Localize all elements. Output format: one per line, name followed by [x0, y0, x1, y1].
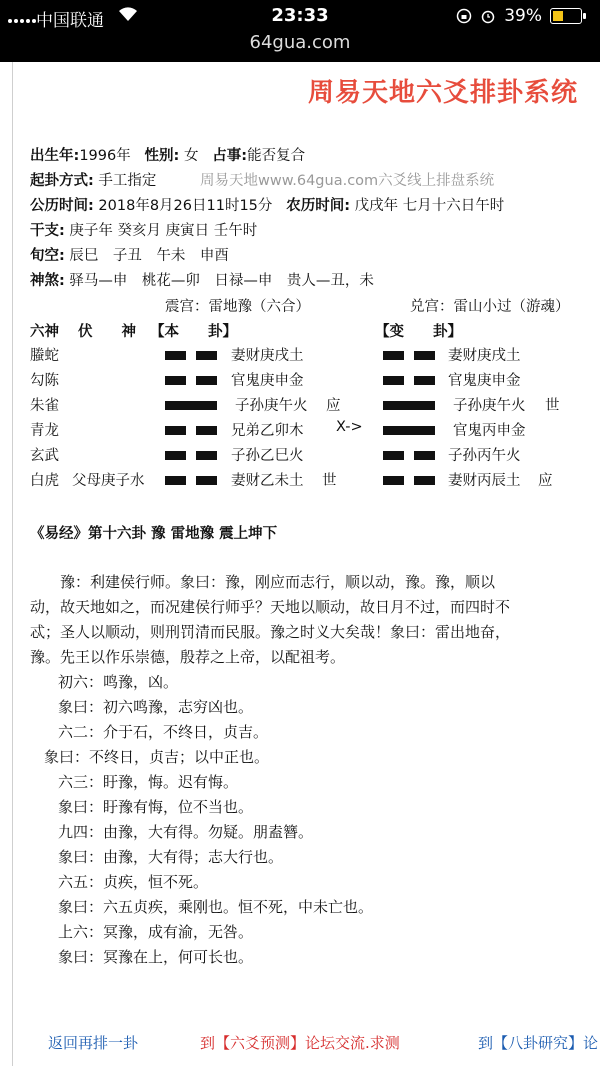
- yang-line-mark: [383, 426, 435, 435]
- six-god-label: 螣蛇: [30, 348, 59, 364]
- main-line-text: 官鬼庚申金: [231, 373, 304, 389]
- watermark: 周易天地www.64gua.com六爻线上排盘系统: [200, 173, 495, 189]
- changed-line-text: 官鬼庚申金: [448, 373, 521, 389]
- main-line-text: 子孙庚午火: [235, 398, 308, 414]
- yin-line-mark: [165, 351, 217, 360]
- method-row: 起卦方式: 手工指定 周易天地www.64gua.com六爻线上排盘系统: [30, 169, 156, 190]
- main-line-text: 兄弟乙卯木: [231, 423, 304, 439]
- changed-line-text: 子孙庚午火: [453, 398, 526, 414]
- yin-line-mark: [383, 351, 435, 360]
- yin-line-mark: [383, 476, 435, 485]
- carrier-name: 中国联通: [36, 11, 104, 31]
- shensha-row: 神煞: 驿马—申 桃花—卯 日禄—申 贵人—丑，未: [30, 273, 374, 289]
- xunkong-row: 旬空: 辰巳 子丑 午未 申酉: [30, 248, 229, 264]
- footer-links: [0, 1032, 600, 1056]
- yang-line-mark: [165, 401, 217, 410]
- verse-line: 象曰：不终日，贞吉；以中正也。: [44, 748, 270, 766]
- verse-line: 初六：鸣豫，凶。: [58, 673, 179, 691]
- site-title[interactable]: 周易天地六爻排卦系统: [307, 78, 578, 108]
- main-palace: 震宫：雷地豫（六合）: [165, 299, 310, 315]
- verse-line: 上六：冥豫，成有渝，无咎。: [58, 923, 254, 941]
- verse-line: 象曰：由豫，大有得；志大行也。: [58, 848, 284, 866]
- verse-line: 象曰：初六鸣豫，志穷凶也。: [58, 698, 254, 716]
- research-link[interactable]: 到【八卦研究】论: [478, 1034, 599, 1052]
- main-line-marker: 应: [326, 398, 341, 414]
- main-line-text: 妻财乙未土: [231, 473, 304, 489]
- verse-line: 象曰：六五贞疾，乘刚也。恒不死，中未亡也。: [58, 898, 374, 916]
- six-god-label: 玄武: [30, 448, 59, 464]
- yang-line-mark: [383, 401, 435, 410]
- xunkong: 辰巳 子丑 午未 申酉: [69, 248, 229, 264]
- solar-time: 2018年8月26日11时15分: [98, 198, 273, 214]
- verse-line: 六五：贞疾，恒不死。: [58, 873, 209, 891]
- battery-percent: 39%: [504, 6, 542, 26]
- hidden-spirit: 父母庚子水: [72, 473, 145, 489]
- alarm-icon: [480, 8, 496, 24]
- method: 手工指定: [98, 173, 157, 189]
- header-main-hexagram: 【本 卦】: [150, 324, 237, 340]
- main-line-marker: 世: [322, 473, 337, 489]
- six-god-label: 朱雀: [30, 398, 59, 414]
- clock: 23:33: [271, 5, 329, 26]
- ganzhi: 庚子年 癸亥月 庚寅日 壬午时: [69, 223, 258, 239]
- address-bar-url[interactable]: 64gua.com: [249, 32, 351, 53]
- changed-line-text: 妻财丙辰土: [448, 473, 521, 489]
- hexagram-line-row: [0, 394, 600, 419]
- six-god-label: 勾陈: [30, 373, 59, 389]
- shensha: 驿马—申 桃花—卯 日禄—申 贵人—丑，未: [69, 273, 374, 289]
- birth-info-row: 出生年:1996年 性别: 女 占事:能否复合: [30, 148, 306, 164]
- yin-line-mark: [383, 376, 435, 385]
- verse-line: 六三：盱豫，悔。迟有悔。: [58, 773, 239, 791]
- six-god-label: 白虎: [30, 473, 59, 489]
- changing-arrow: X->: [336, 419, 363, 435]
- six-god-label: 青龙: [30, 423, 59, 439]
- changed-line-text: 子孙丙午火: [448, 448, 521, 464]
- yin-line-mark: [383, 451, 435, 460]
- lunar-time: 戊戌年 七月十六日午时: [354, 198, 505, 214]
- changed-line-marker: 世: [545, 398, 560, 414]
- forum-link[interactable]: 到【六爻预测】论坛交流.求测: [200, 1034, 400, 1052]
- changed-line-marker: 应: [538, 473, 553, 489]
- yin-line-mark: [165, 451, 217, 460]
- hexagram-line-row: [0, 444, 600, 469]
- time-row: 公历时间: 2018年8月26日11时15分 农历时间: 戊戌年 七月十六日午时: [30, 198, 505, 214]
- book-title: 《易经》第十六卦 豫 雷地豫 震上坤下: [30, 526, 278, 542]
- header-liushen: 六神: [30, 324, 59, 340]
- verse-line: 六二：介于石，不终日，贞吉。: [58, 723, 269, 741]
- header-changed-hexagram: 【变 卦】: [375, 324, 462, 340]
- page-left-border: [12, 62, 13, 1066]
- verse-line: 象曰：盱豫有悔，位不当也。: [58, 798, 254, 816]
- hexagram-line-row: [0, 469, 600, 494]
- header-fushen: 伏 神: [78, 324, 136, 340]
- back-link[interactable]: 返回再排一卦: [48, 1034, 139, 1052]
- battery-fill: [553, 11, 563, 21]
- main-line-text: 子孙乙巳火: [231, 448, 304, 464]
- changed-line-text: 妻财庚戌土: [448, 348, 521, 364]
- main-paragraph: 豫：利建侯行师。象曰：豫，刚应而志行，顺以动，豫。豫，顺以动，故天地如之，而况建侯行师乎？天地以顺动，故日月不过，而四时不忒；圣人以顺动，则刑罚清而民服。豫之时义大矣哉！象曰：雷出地奋，豫。先王以作乐崇德，殷荐之上帝，以配祖考。: [30, 573, 511, 666]
- changed-line-text: 官鬼丙申金: [453, 423, 526, 439]
- verse-line: 象曰：冥豫在上，何可长也。: [58, 948, 254, 966]
- hexagram-line-row: [0, 369, 600, 394]
- battery-icon: [550, 8, 582, 24]
- rotation-lock-icon: [456, 8, 472, 24]
- status-bar: [0, 0, 600, 62]
- ganzhi-row: 干支: 庚子年 癸亥月 庚寅日 壬午时: [30, 223, 258, 239]
- main-line-text: 妻财庚戌土: [231, 348, 304, 364]
- verse-line: 九四：由豫，大有得。勿疑。朋盍簪。: [58, 823, 314, 841]
- yin-line-mark: [165, 376, 217, 385]
- yin-line-mark: [165, 426, 217, 435]
- matter: 能否复合: [247, 148, 306, 164]
- yin-line-mark: [165, 476, 217, 485]
- birth-year: 1996年: [79, 148, 131, 164]
- hexagram-line-row: [0, 344, 600, 369]
- gender: 女: [183, 148, 199, 164]
- changed-palace: 兑宫：雷山小过（游魂）: [410, 299, 570, 315]
- hexagram-line-row: [0, 419, 600, 444]
